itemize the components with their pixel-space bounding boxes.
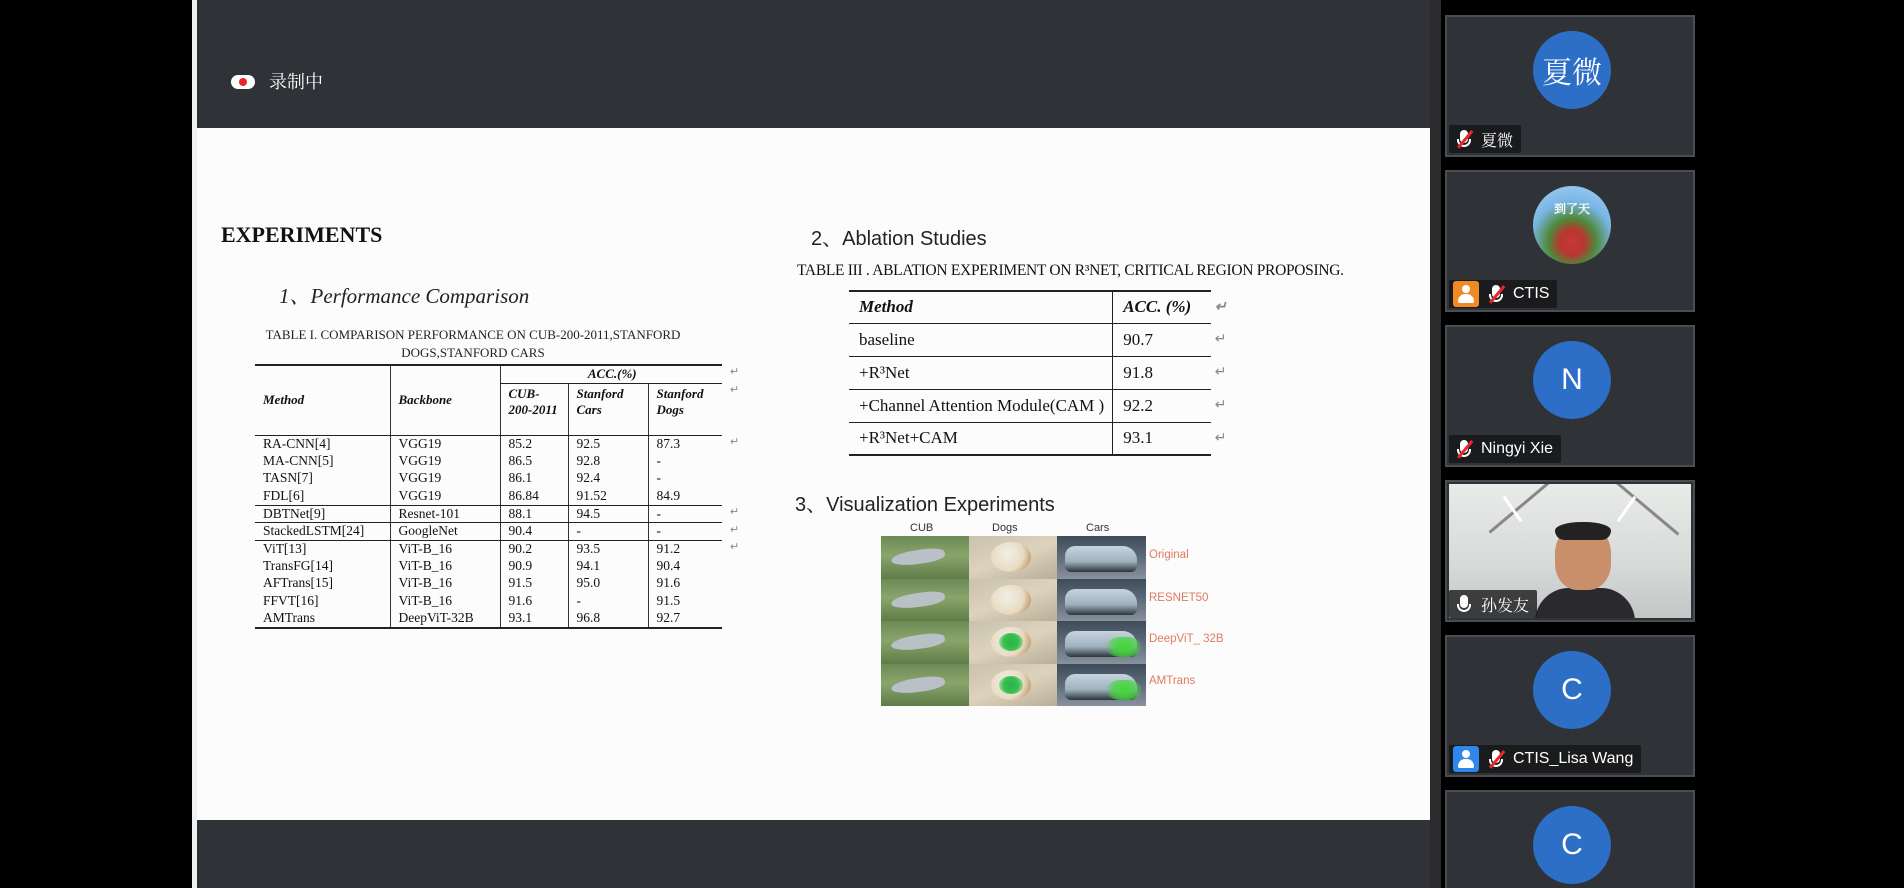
ablation-title: 2、Ablation Studies — [811, 228, 987, 250]
vis-column-cub: CUB — [910, 522, 934, 534]
participant-namebar — [1449, 590, 1537, 618]
table1-header-dogs: Stanford Dogs — [648, 383, 722, 435]
mic-icon — [1453, 593, 1475, 615]
participant-tile[interactable] — [1445, 790, 1695, 888]
table3-header-acc: ACC. (%) — [1113, 291, 1211, 323]
avatar: C — [1533, 651, 1611, 729]
ablation-table: Method ACC. (%) ↵ baseline 90.7 ↵ +R³Net 91.8 ↵ +Channel Attention Module(CAM ) 92.2 ↵ +R³Net+CAM 93.1 ↵ — [849, 290, 1234, 456]
vis-image-car-heatmap — [1057, 621, 1146, 664]
vis-image-dog-heatmap — [969, 621, 1057, 664]
vis-image-car-heatmap — [1057, 664, 1146, 707]
table-row: StackedLSTM[24] GoogleNet 90.4 - - ↵ — [255, 523, 745, 541]
left-black-strip — [0, 0, 192, 888]
participant-name: Ningyi Xie — [1481, 440, 1554, 457]
vis-image-bird — [881, 664, 969, 707]
table-row: +Channel Attention Module(CAM ) 92.2 ↵ — [849, 389, 1234, 422]
return-mark: ↵ — [730, 366, 740, 378]
vis-image-bird — [881, 536, 969, 579]
vis-image-dog — [969, 536, 1057, 579]
table-row: baseline 90.7 ↵ — [849, 323, 1234, 356]
performance-table — [255, 364, 745, 629]
mic-muted-icon — [1453, 128, 1475, 150]
recording-cloud-icon — [231, 73, 255, 89]
participant-tile[interactable] — [1445, 480, 1695, 622]
person-icon — [1453, 746, 1479, 772]
table-row: AMTrans DeepViT-32B 93.1 96.8 92.7 — [255, 610, 745, 628]
table1-caption: TABLE I. COMPARISON PERFORMANCE ON CUB-200-2011,STANFORD DOGS,STANFORD CARS — [265, 327, 681, 360]
table-row: ViT[13] ViT-B_16 90.2 93.5 91.2 ↵ — [263, 540, 740, 556]
table-row: DBTNet[9] Resnet-101 88.1 94.5 - ↵ — [255, 505, 745, 523]
avatar: 夏微 — [1533, 31, 1611, 109]
share-top-bar — [197, 0, 1430, 128]
vis-row-original: Original — [1149, 549, 1189, 561]
table3-caption: TABLE III . ABLATION EXPERIMENT ON R³NET, CRITICAL REGION PROPOSING. — [797, 262, 1344, 279]
mic-muted-icon — [1485, 748, 1507, 770]
vis-image-dog — [969, 579, 1057, 622]
vis-image-bird — [881, 621, 969, 664]
table-row: +R³Net+CAM 93.1 ↵ — [849, 422, 1234, 455]
table3-header-method: Method — [849, 291, 1113, 323]
visualization-title: 3、Visualization Experiments — [795, 494, 1055, 516]
participant-tile[interactable] — [1445, 325, 1695, 467]
return-mark: ↵ — [730, 384, 740, 396]
participant-tile[interactable] — [1445, 15, 1695, 157]
participant-namebar — [1449, 745, 1641, 773]
visualization-grid — [881, 536, 1146, 706]
participant-tile[interactable] — [1445, 635, 1695, 777]
vis-image-dog-heatmap — [969, 664, 1057, 707]
vis-column-dogs: Dogs — [992, 522, 1018, 534]
participant-namebar — [1449, 280, 1557, 308]
avatar: N — [1533, 341, 1611, 419]
table1-header-cars: Stanford Cars — [568, 383, 648, 435]
share-bottom-bar — [197, 820, 1430, 888]
participant-namebar — [1449, 125, 1521, 153]
participant-name: CTIS_Lisa Wang — [1513, 750, 1634, 767]
performance-title: 1、Performance Comparison — [279, 284, 530, 308]
table-row: AFTrans[15] ViT-B_16 91.5 95.0 91.6 — [255, 575, 745, 593]
avatar: 到了天 — [1533, 186, 1611, 264]
vis-image-bird — [881, 579, 969, 622]
shared-screen — [197, 0, 1430, 888]
panel-divider[interactable] — [1430, 0, 1441, 888]
vis-row-deepvit: DeepViT_ 32B — [1149, 633, 1224, 645]
table-row: +R³Net 91.8 ↵ — [849, 356, 1234, 389]
table-row: MA-CNN[5] VGG19 86.5 92.8 - — [255, 453, 745, 471]
vis-image-car — [1057, 579, 1146, 622]
participant-tile[interactable] — [1445, 170, 1695, 312]
participant-name: 孙发友 — [1481, 597, 1530, 615]
vis-column-cars: Cars — [1086, 522, 1110, 534]
recording-indicator[interactable] — [231, 68, 323, 94]
table1-header-method: Method — [255, 365, 390, 435]
vis-image-car — [1057, 536, 1146, 579]
vis-row-resnet50: RESNET50 — [1149, 592, 1209, 604]
participant-namebar — [1449, 435, 1561, 463]
recording-label: 录制中 — [269, 72, 323, 92]
slide-heading: EXPERIMENTS — [221, 222, 383, 247]
presentation-slide — [197, 128, 1430, 820]
mic-muted-icon — [1485, 283, 1507, 305]
participant-name: CTIS — [1513, 285, 1550, 302]
table1-header-cub: CUB-200-2011 — [500, 383, 568, 435]
table-row: TransFG[14] ViT-B_16 90.9 94.1 90.4 — [255, 558, 745, 576]
participant-name: 夏微 — [1481, 132, 1514, 150]
table1-header-acc: ACC.(%) — [500, 365, 722, 383]
table1-header-backbone: Backbone — [390, 365, 500, 435]
vis-row-amtrans: AMTrans — [1149, 675, 1196, 687]
table-row: FFVT[16] ViT-B_16 91.6 - 91.5 — [255, 593, 745, 611]
mic-muted-icon — [1453, 438, 1475, 460]
table-row: FDL[6] VGG19 86.84 91.52 84.9 — [255, 488, 745, 506]
avatar: C — [1533, 806, 1611, 884]
person-icon — [1453, 281, 1479, 307]
table-row: TASN[7] VGG19 86.1 92.4 - — [255, 470, 745, 488]
table-row: RA-CNN[4] VGG19 85.2 92.5 87.3 ↵ — [263, 435, 740, 451]
